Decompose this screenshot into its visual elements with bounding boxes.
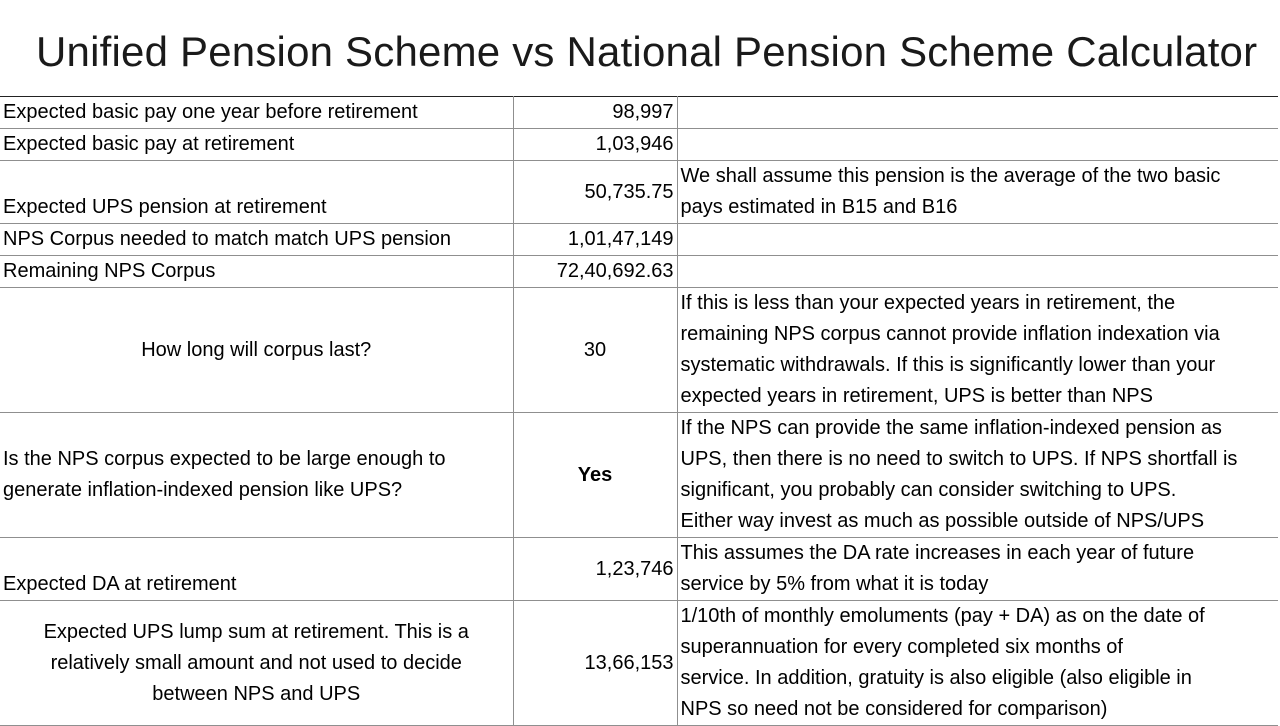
page-title: Unified Pension Scheme vs National Pension Scheme Calculator [36,28,1258,75]
row-note-ups-pension[interactable] [677,161,1278,224]
note-line: superannuation for every completed six months of [680,636,1123,658]
row-value-nps-corpus-large-enough[interactable]: Yes [513,413,677,538]
label-line: relatively small amount and not used to decide [50,651,462,674]
note-line: We shall assume this pension is the average of the two basic [680,165,1221,187]
row-value-ups-lump-sum[interactable]: 13,66,153 [513,601,677,726]
row-value-expected-da[interactable]: 1,23,746 [513,538,677,601]
note-line: Either way invest as much as possible outside of NPS/UPS [680,510,1205,532]
note-line: remaining NPS corpus cannot provide inflation indexation via [680,323,1220,345]
table-row [0,256,1278,288]
row-label-nps-corpus-large-enough[interactable] [0,413,513,538]
row-note-nps-corpus-large-enough[interactable] [677,413,1278,538]
note-line: 1/10th of monthly emoluments (pay + DA) as on the date of [680,605,1205,627]
row-label-basic-pay-before-retirement[interactable]: Expected basic pay one year before retirement [0,97,513,129]
row-label-basic-pay-at-retirement[interactable]: Expected basic pay at retirement [0,129,513,161]
note-line: service. In addition, gratuity is also eligible (also eligible in [680,667,1192,689]
row-value-basic-pay-before-retirement[interactable]: 98,997 [513,97,677,129]
note-line: systematic withdrawals. If this is significantly lower than your [680,354,1216,376]
note-line: pays estimated in B15 and B16 [680,196,958,218]
label-line: generate inflation-indexed pension like UPS? [3,479,403,501]
note-line: This assumes the DA rate increases in each year of future [680,542,1195,564]
table-row [0,288,1278,413]
row-note-ups-lump-sum[interactable] [677,601,1278,726]
label-line: Is the NPS corpus expected to be large enough to [3,448,446,470]
note-line: NPS so need not be considered for comparison) [680,698,1108,720]
row-label-remaining-nps-corpus[interactable]: Remaining NPS Corpus [0,256,513,288]
row-value-corpus-duration[interactable]: 30 [513,288,677,413]
table-row [0,538,1278,601]
row-label-ups-pension[interactable]: Expected UPS pension at retirement [0,161,513,224]
row-label-expected-da[interactable]: Expected DA at retirement [0,538,513,601]
row-note-expected-da[interactable] [677,538,1278,601]
row-note-empty[interactable] [677,224,1278,256]
note-line: significant, you probably can consider switching to UPS. [680,479,1177,501]
row-note-empty[interactable] [677,256,1278,288]
row-label-nps-corpus-needed[interactable]: NPS Corpus needed to match match UPS pension [0,224,513,256]
calculator-table [0,96,1278,726]
row-value-ups-pension[interactable]: 50,735.75 [513,161,677,224]
note-line: service by 5% from what it is today [680,573,989,595]
row-value-nps-corpus-needed[interactable]: 1,01,47,149 [513,224,677,256]
note-line: expected years in retirement, UPS is better than NPS [680,385,1153,407]
note-line: UPS, then there is no need to switch to UPS. If NPS shortfall is [680,448,1238,470]
note-line: If this is less than your expected years in retirement, the [680,292,1176,314]
row-label-ups-lump-sum[interactable] [0,601,513,726]
row-note-empty[interactable] [677,129,1278,161]
table-row [0,129,1278,161]
table-row [0,224,1278,256]
label-line: Expected UPS lump sum at retirement. This is a [43,620,469,643]
table-row [0,601,1278,726]
row-label-corpus-duration[interactable]: How long will corpus last? [0,288,513,413]
row-note-corpus-duration[interactable] [677,288,1278,413]
row-value-remaining-nps-corpus[interactable]: 72,40,692.63 [513,256,677,288]
table-row [0,97,1278,129]
table-row [0,413,1278,538]
label-line: between NPS and UPS [152,682,361,705]
note-line: If the NPS can provide the same inflation-indexed pension as [680,417,1222,439]
row-note-empty[interactable] [677,97,1278,129]
row-value-basic-pay-at-retirement[interactable]: 1,03,946 [513,129,677,161]
table-row [0,161,1278,224]
